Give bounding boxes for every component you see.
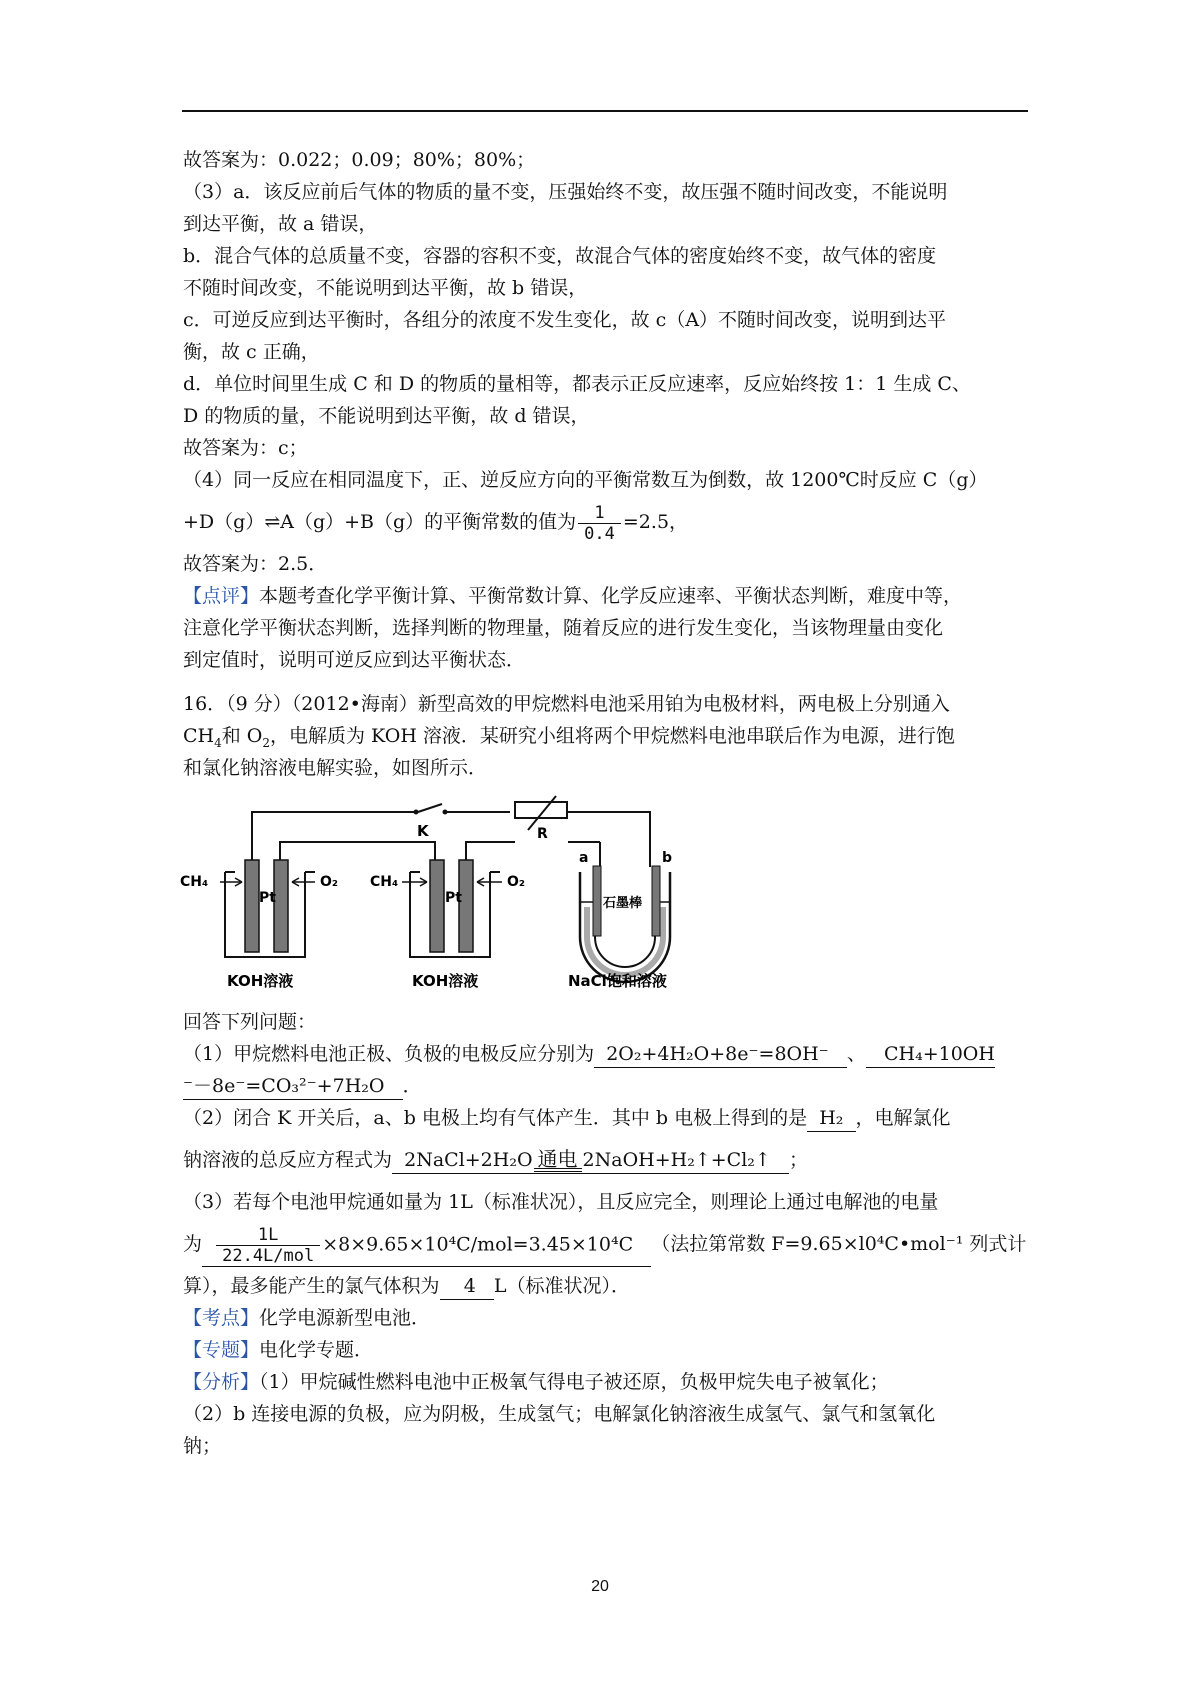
text-line: b．混合气体的总质量不变，容器的容积不变，故混合气体的密度始终不变，故气体的密度 (183, 245, 937, 267)
electrolysis-diagram (180, 792, 1028, 1002)
svg-text:O₂: O₂ (507, 874, 526, 890)
text-line: c．可逆反应到达平衡时，各组分的浓度不发生变化，故 c（A）不随时间改变，说明到达平 (183, 309, 947, 331)
answer-blank: CH₄+10OH (866, 1041, 995, 1068)
text-line: 到达平衡，故 a 错误， (183, 213, 378, 235)
zhuanti-tag: 【专题】 (183, 1339, 260, 1361)
text-line: 回答下列问题： (183, 1011, 317, 1033)
svg-text:Pt: Pt (445, 890, 462, 906)
kaodian-line: 【考点】化学电源新型电池． (183, 1307, 431, 1329)
svg-text:O₂: O₂ (320, 874, 339, 890)
text-line: d．单位时间里生成 C 和 D 的物质的量相等，都表示正反应速率，反应始终按 1：1 生成 C、 (183, 373, 971, 395)
equilibrium-line: +D（g）⇌A（g）+B（g）的平衡常数的值为 $\frac{1}{0.4}$ =2.5， (183, 502, 689, 544)
switch-label: K (417, 822, 429, 840)
comment-tag: 【点评】 (183, 585, 260, 607)
text-line: （3）a．该反应前后气体的物质的量不变，压强始终不变，故压强不随时间改变，不能说明 (183, 181, 948, 203)
u-tube-electrolyzer (568, 850, 672, 990)
answer-blank: $\frac{1L}{\text{22.4L/mol}}$ ×8×9.65×10⁴C/mol=3.45×10⁴C (202, 1225, 651, 1267)
part-2-line: （2）闭合 K 开关后，a、b 电极上均有气体产生．其中 b 电极上得到的是 H₂ ，电解氯化 (183, 1102, 1028, 1134)
text-line: （2）b 连接电源的负极，应为阴极，生成氢气；电解氯化钠溶液生成氢气、氯气和氢氧化 (183, 1403, 936, 1425)
switch-contact (443, 810, 448, 815)
part-3-formula-line: 为 $\frac{1L}{\text{22.4L/mol}}$ ×8×9.65×10⁴C/mol=3.45×10⁴C （法拉第常数 F=9.65×l0⁴C•mol⁻¹ 列式计 (183, 1224, 1027, 1266)
answer-blank: 2NaCl+2H₂O 通电 2NaOH+H₂↑+Cl₂↑ (392, 1147, 789, 1174)
zhuanti-line: 【专题】电化学专题． (183, 1339, 374, 1361)
reaction-condition: 通电 (534, 1150, 582, 1172)
svg-text:KOH溶液: KOH溶液 (227, 972, 294, 990)
switch-contact (414, 810, 419, 815)
fenxi-line: 【分析】（1）甲烷碱性燃料电池中正极氧气得电子被还原，负极甲烷失电子被氧化； (183, 1371, 889, 1393)
header-rule (182, 110, 1028, 112)
part-3-line-3: 算），最多能产生的氯气体积为 4 L（标准状况）． (183, 1270, 1028, 1302)
svg-text:b: b (662, 850, 673, 866)
answer-blank: ⁻－8e⁻=CO₃²⁻+7H₂O (183, 1073, 403, 1100)
text-line: 故答案为：0.022；0.09；80%；80%； (183, 149, 536, 171)
text-line: 到定值时，说明可逆反应到达平衡状态． (183, 649, 526, 671)
svg-text:石墨棒: 石墨棒 (603, 896, 643, 911)
text-line: 不随时间改变，不能说明到达平衡，故 b 错误， (183, 277, 588, 299)
text-line: 钠； (183, 1435, 222, 1457)
svg-text:a: a (579, 850, 589, 866)
text-line: $CH_4$和 $O_2$，电解质为 KOH 溶液．某研究小组将两个甲烷燃料电池串联后作为电源，进行饱 (183, 725, 955, 750)
kaodian-tag: 【考点】 (183, 1307, 260, 1329)
part-1-line: （1）甲烷燃料电池正极、负极的电极反应分别为 2O₂+4H₂O+8e⁻=8OH⁻ 、 CH₄+10OH (183, 1038, 1028, 1070)
text-line: 和氯化钠溶液电解实验，如图所示． (183, 757, 488, 779)
part-2-equation-line: 钠溶液的总反应方程式为 2NaCl+2H₂O 通电 2NaOH+H₂↑+Cl₂↑ ； (183, 1134, 1028, 1186)
question-16-title: 16．（9 分）（2012•海南）新型高效的甲烷燃料电池采用铂为电极材料，两电极上分别通入 (183, 693, 950, 715)
part-1-line-2: ⁻－8e⁻=CO₃²⁻+7H₂O ． (183, 1070, 1028, 1102)
answer-blank: 2O₂+4H₂O+8e⁻=8OH⁻ (594, 1041, 847, 1068)
fuel-cell-1 (180, 860, 338, 990)
svg-text:NaCl饱和溶液: NaCl饱和溶液 (568, 972, 667, 990)
answer-blank: H₂ (807, 1105, 855, 1132)
text-line: D 的物质的量，不能说明到达平衡，故 d 错误， (183, 405, 590, 427)
answer-blank: 4 (440, 1273, 494, 1300)
text-line: 故答案为：c； (183, 437, 308, 459)
comment-line: 【点评】本题考查化学平衡计算、平衡常数计算、化学反应速率、平衡状态判断，难度中等， (183, 585, 963, 607)
part-3-line: （3）若每个电池甲烷通如量为 1L（标准状况），且反应完全，则理论上通过电解池的电量 (183, 1191, 939, 1213)
fraction: $\frac{1}{0.4}$ (578, 503, 621, 544)
fraction: $\frac{1L}{\text{22.4L/mol}}$ (216, 1225, 320, 1266)
text-line: 衡，故 c 正确， (183, 341, 320, 363)
text-line: 故答案为：2.5． (183, 553, 328, 575)
text-line: （4）同一反应在相同温度下，正、逆反应方向的平衡常数互为倒数，故 1200℃时反应 C（g） (183, 469, 988, 491)
svg-text:KOH溶液: KOH溶液 (412, 972, 479, 990)
page-number: 20 (591, 1578, 609, 1595)
document-body (180, 144, 1028, 1462)
text-line: 注意化学平衡状态判断，选择判断的物理量，随着反应的进行发生变化，当该物理量由变化 (183, 617, 944, 639)
fuel-cell-2 (370, 860, 525, 990)
svg-text:Pt: Pt (259, 890, 276, 906)
fenxi-tag: 【分析】 (183, 1371, 260, 1393)
circuit-figure (180, 792, 720, 1002)
resistor-label: R (537, 826, 548, 842)
svg-text:CH₄: CH₄ (370, 874, 399, 890)
svg-text:CH₄: CH₄ (180, 874, 209, 890)
